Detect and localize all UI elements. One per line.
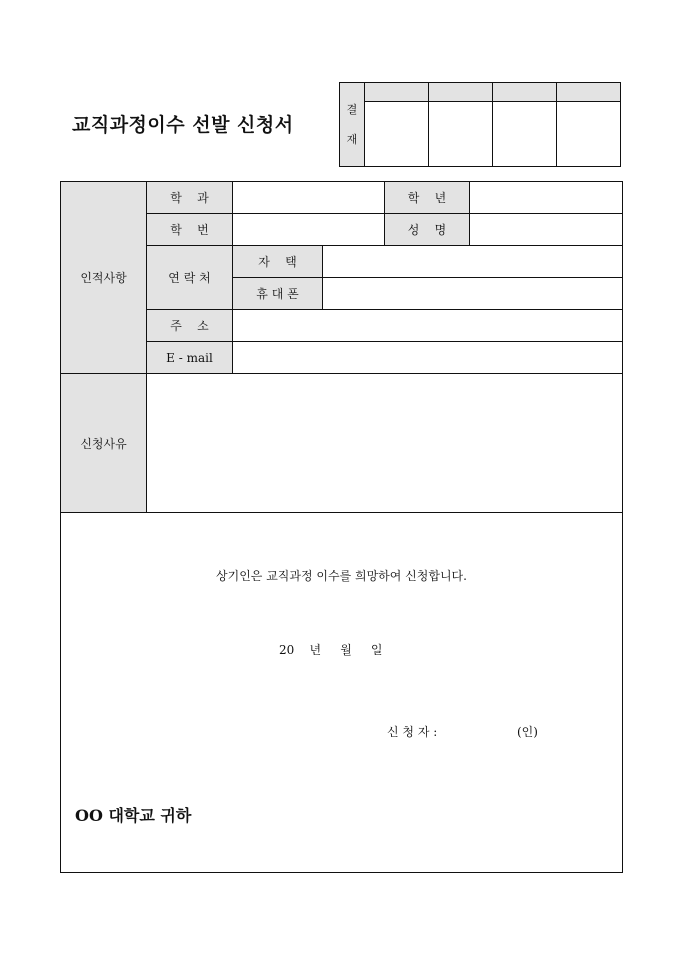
home-phone-input[interactable] (323, 246, 623, 278)
mobile-input[interactable] (323, 278, 623, 310)
department-input[interactable] (233, 182, 385, 214)
approval-sign-cell[interactable] (365, 102, 429, 167)
applicant-label: 신 청 자 : (387, 725, 438, 739)
email-label: E - mail (147, 342, 233, 374)
mobile-label: 휴 대 폰 (233, 278, 323, 310)
name-input[interactable] (470, 214, 623, 246)
year-input[interactable] (470, 182, 623, 214)
approval-header-cell (365, 83, 429, 102)
page-title: 교직과정이수 선발 신청서 (72, 114, 294, 136)
approval-sign-cell[interactable] (429, 102, 493, 167)
contact-label: 연 락 처 (147, 246, 233, 310)
reason-input[interactable] (147, 374, 623, 513)
approval-sign-cell[interactable] (557, 102, 621, 167)
address-label: 주 소 (147, 310, 233, 342)
declaration-statement: 상기인은 교직과정 이수를 희망하여 신청합니다. (216, 569, 467, 583)
student-id-input[interactable] (233, 214, 385, 246)
application-form (60, 181, 623, 873)
date-line: 20 년 월 일 (279, 643, 383, 657)
email-input[interactable] (233, 342, 623, 374)
name-label: 성 명 (385, 214, 470, 246)
declaration-area (61, 513, 623, 873)
student-id-label: 학 번 (147, 214, 233, 246)
approval-label-bottom: 재 (346, 132, 358, 146)
seal-mark: (인) (517, 725, 538, 739)
home-phone-label: 자 택 (233, 246, 323, 278)
approval-label (340, 83, 365, 167)
addressee: OO 대학교 귀하 (75, 806, 192, 825)
personal-info-section: 인적사항 (61, 182, 147, 374)
approval-box (339, 82, 621, 167)
approval-header-cell (429, 83, 493, 102)
year-label: 학 년 (385, 182, 470, 214)
approval-label-top: 결 (346, 102, 358, 116)
reason-section: 신청사유 (61, 374, 147, 513)
address-input[interactable] (233, 310, 623, 342)
approval-header-cell (557, 83, 621, 102)
approval-sign-cell[interactable] (493, 102, 557, 167)
approval-header-cell (493, 83, 557, 102)
department-label: 학 과 (147, 182, 233, 214)
